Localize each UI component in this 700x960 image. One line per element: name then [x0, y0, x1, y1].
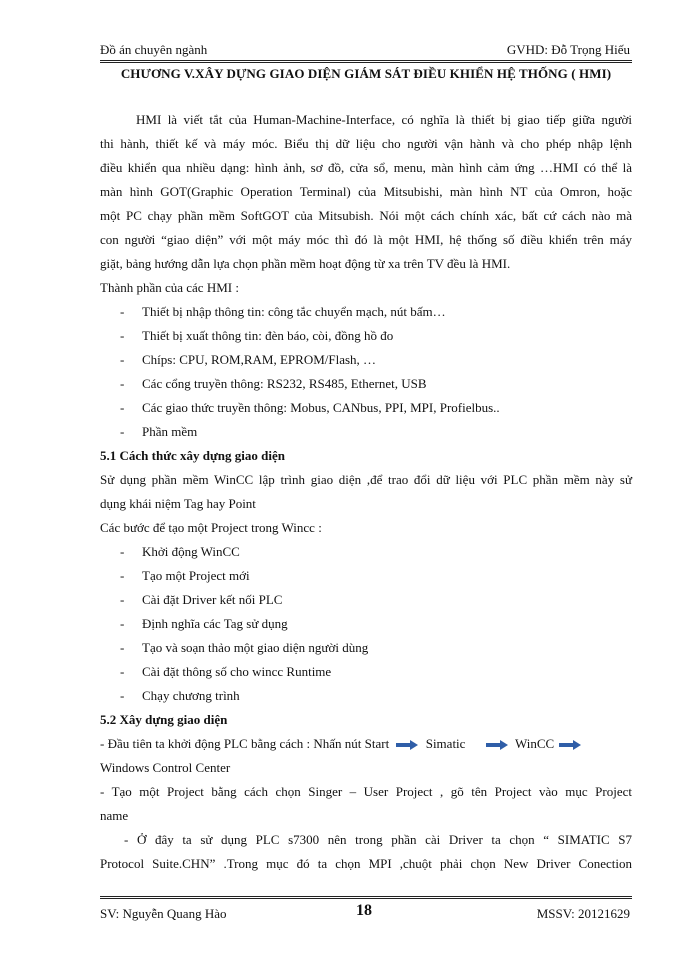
intro-line: giặt, bảng hướng dẫn lựa chọn phần mềm hoạt động từ xa trên TV đều là HMI. — [100, 256, 511, 271]
footer-rule — [100, 896, 632, 897]
project-instruction-end: name — [100, 808, 129, 823]
intro-line: màn hình GOT(Graphic Operation Terminal) của Mitsubishi, màn hình NT của Omron, hoặc — [100, 184, 632, 199]
list-item: - Thiết bị xuất thông tin: đèn báo, còi, đồng hồ đo — [120, 328, 394, 343]
list-item: - Chạy chương trình — [120, 688, 240, 703]
intro-line: một PC chạy phần mềm SoftGOT của Mitsubish. Nói một cách chính xác, bất cứ cách nào mà — [100, 208, 632, 223]
list-item: - Các giao thức truyền thông: Mobus, CANbus, PPI, MPI, Profielbus.. — [120, 400, 500, 415]
arrow-right-icon — [396, 740, 418, 750]
page-number: 18 — [356, 902, 372, 919]
section-heading-5-1: 5.1 Cách thức xây dựng giao diện — [100, 448, 285, 463]
intro-line: HMI là viết tắt của Human-Machine-Interface, có nghĩa là thiết bị giao tiếp giữa người — [136, 112, 632, 127]
steps-label: Các bước để tạo một Project trong Wincc : — [100, 520, 322, 535]
list-item: - Chíps: CPU, ROM,RAM, EPROM/Flash, … — [120, 352, 377, 367]
footer-student-id: MSSV: 20121629 — [536, 906, 630, 921]
list-item: - Cài đặt thông số cho wincc Runtime — [120, 664, 332, 679]
chapter-title: CHƯƠNG V.XÂY DỰNG GIAO DIỆN GIÁM SÁT ĐIỀU KHIỂN HỆ THỐNG ( HMI) — [120, 66, 612, 81]
list-item: - Tạo và soạn thảo một giao diện người dùng — [120, 640, 369, 655]
section-heading-5-2: 5.2 Xây dựng giao diện — [100, 712, 228, 727]
start-instruction-end: Windows Control Center — [100, 760, 231, 775]
list-item: - Phần mềm — [120, 424, 198, 439]
driver-instruction-end: Protocol Suite.CHN” .Trong mục đó ta chọn MPI ,chuột phải chọn New Driver Conection — [100, 856, 632, 871]
list-item: - Cài đặt Driver kết nối PLC — [120, 592, 283, 607]
header-rule — [100, 60, 632, 61]
list-item: - Tạo một Project mới — [120, 568, 250, 583]
project-instruction: - Tạo một Project bằng cách chọn Singer – User Project , gõ tên Project vào mục Project — [100, 784, 632, 799]
header-rule-2 — [100, 62, 632, 63]
footer-student: SV: Nguyễn Quang Hào — [100, 906, 227, 921]
arrow-right-icon — [559, 740, 581, 750]
intro-line: điều khiển qua nhiều dạng: hình ảnh, sơ đồ, cửa sổ, menu, màn hình cảm ứng …HMI có thể là — [100, 160, 632, 175]
list-item: - Thiết bị nhập thông tin: công tắc chuyển mạch, nút bấm… — [120, 304, 446, 319]
intro-line: thi hành, thiết kế và máy móc. Biểu thị dữ liệu cho người vận hành và cho phép nhập lệnh — [100, 136, 632, 151]
list-item: - Định nghĩa các Tag sử dụng — [120, 616, 288, 631]
section-5-1-text: dụng khái niệm Tag hay Point — [100, 496, 256, 511]
header-instructor: GVHD: Đỗ Trọng Hiếu — [506, 42, 630, 57]
arrow-right-icon — [486, 740, 508, 750]
footer-rule-2 — [100, 898, 632, 899]
components-label: Thành phần của các HMI : — [100, 280, 239, 295]
header-course: Đồ án chuyên ngành — [100, 42, 208, 57]
section-5-1-text: Sử dụng phần mềm WinCC lập trình giao diện ,để trao đổi dữ liệu với PLC phần mềm này sử — [100, 472, 632, 487]
driver-instruction: - Ở đây ta sử dụng PLC s7300 nên trong phần cài Driver ta chọn “ SIMATIC S7 — [124, 832, 632, 847]
intro-line: con người “giao diện” với một máy móc thì đó là một HMI, hệ thống số điều khiển trên máy — [100, 232, 632, 247]
list-item: - Các cổng truyền thông: RS232, RS485, Ethernet, USB — [120, 376, 427, 391]
start-instruction: - Đầu tiên ta khởi động PLC bằng cách : Nhấn nút Start Simatic WinCC — [100, 734, 632, 754]
list-item: - Khởi động WinCC — [120, 544, 240, 559]
